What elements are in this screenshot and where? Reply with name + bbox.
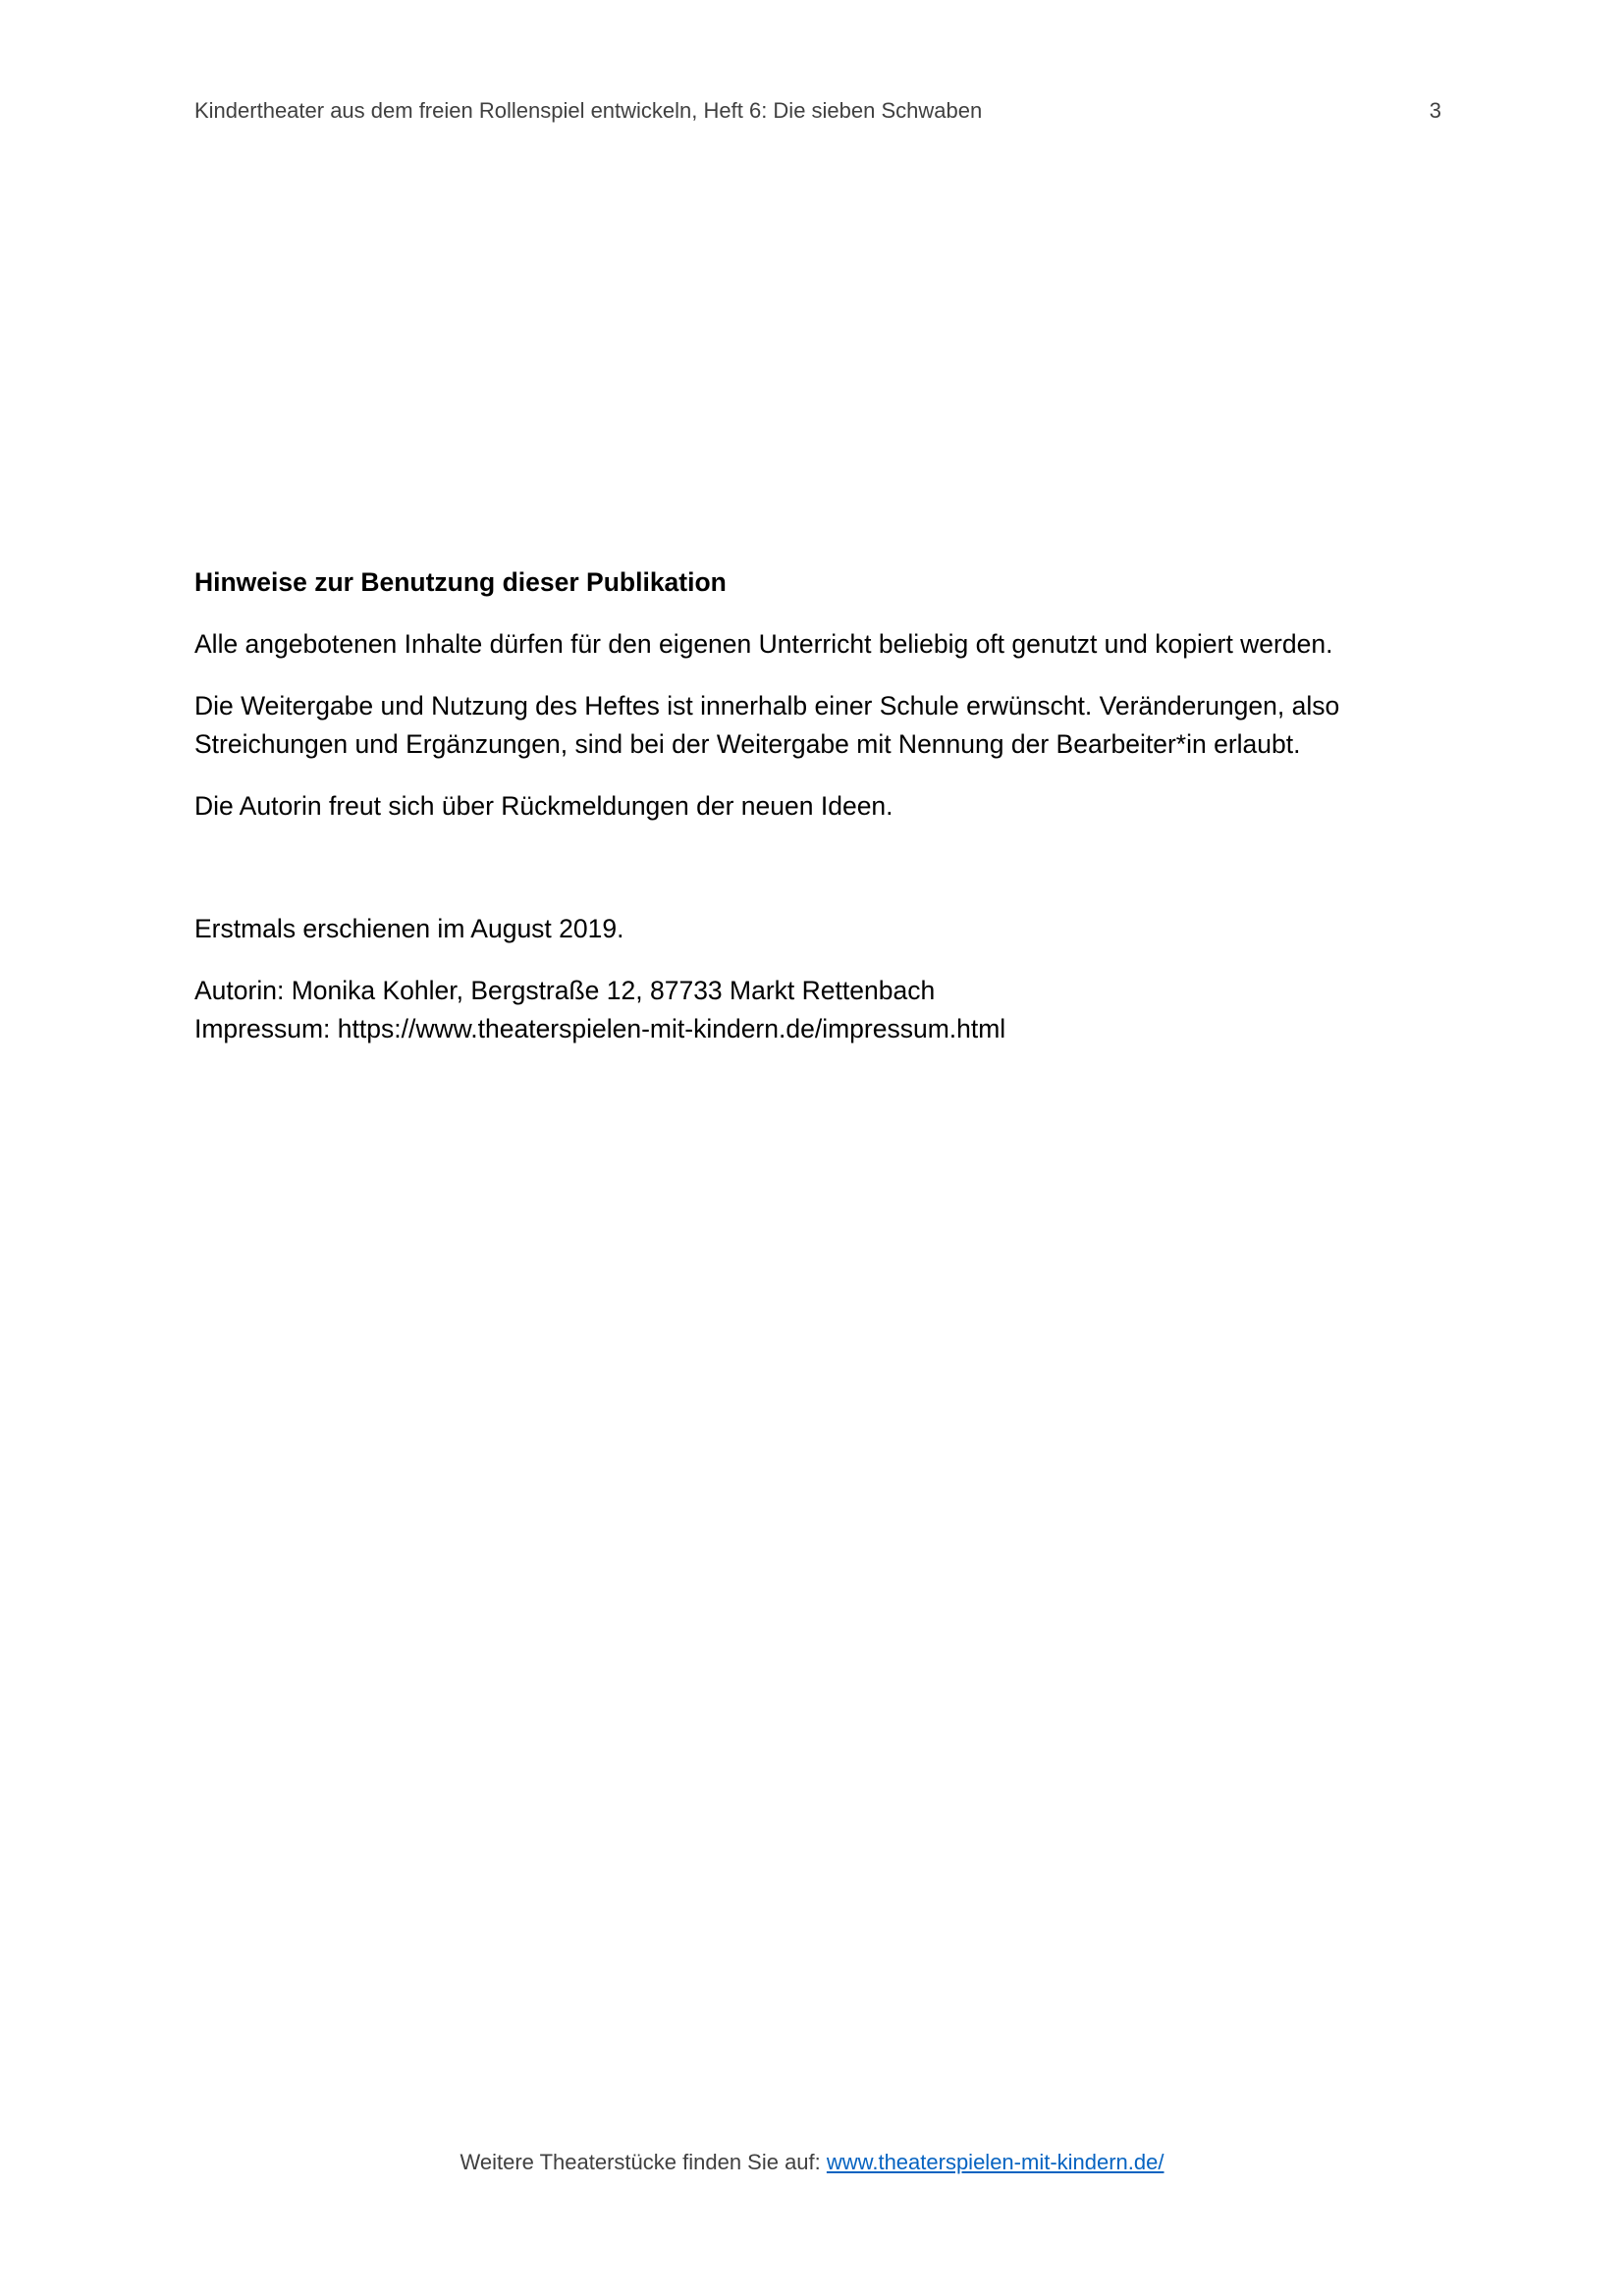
feedback-paragraph: Die Autorin freut sich über Rückmeldungen der neuen Ideen.	[194, 791, 893, 821]
footer-website-link[interactable]: www.theaterspielen-mit-kindern.de/	[826, 2150, 1164, 2174]
main-content	[194, 563, 1441, 1048]
footer-text: Weitere Theaterstücke finden Sie auf:	[460, 2150, 827, 2174]
page-footer	[0, 2150, 1624, 2175]
page-number: 3	[1429, 98, 1441, 123]
first-published: Erstmals erschienen im August 2019.	[194, 914, 624, 943]
spacer	[194, 849, 1441, 910]
running-title: Kindertheater aus dem freien Rollenspiel entwickeln, Heft 6: Die sieben Schwaben	[194, 98, 983, 123]
usage-paragraph: Alle angebotenen Inhalte dürfen für den eigenen Unterricht beliebig oft genutzt und kopiert werden.	[194, 629, 1333, 659]
distribution-paragraph: Die Weitergabe und Nutzung des Heftes ist innerhalb einer Schule erwünscht. Veränderungen, also Streichungen und Ergänzungen, sind bei der Weitergabe mit Nennung der Bearbeiter*in erlaubt.	[194, 691, 1340, 759]
imprint-line: Impressum: https://www.theaterspielen-mit-kindern.de/impressum.html	[194, 1014, 1006, 1043]
section-heading: Hinweise zur Benutzung dieser Publikation	[194, 567, 727, 597]
running-header	[194, 98, 1441, 130]
author-line: Autorin: Monika Kohler, Bergstraße 12, 87733 Markt Rettenbach	[194, 976, 936, 1005]
